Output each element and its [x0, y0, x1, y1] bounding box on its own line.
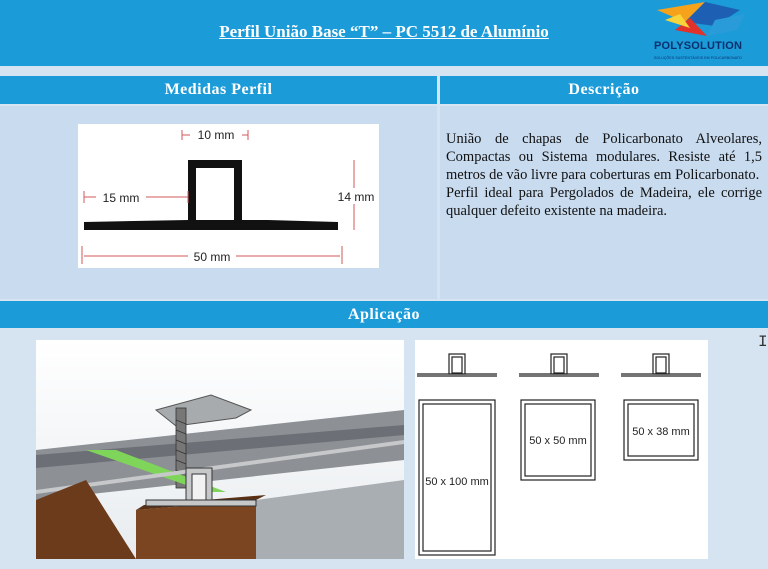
dim-height: 14 mm [337, 190, 375, 204]
measures-header: Medidas Perfil [0, 76, 437, 104]
page-title: Perfil União Base “T” – PC 5512 de Alumínio [219, 22, 549, 41]
beam-sections-drawing [415, 340, 708, 559]
dim-flange: 15 mm [102, 191, 140, 205]
logo-mark-icon [645, 0, 760, 40]
logo-tagline: SOLUÇÕES SUSTENTÁVEIS EM POLICARBONATO [654, 56, 742, 60]
application-header: Aplicação [0, 301, 768, 328]
profile-drawing [78, 124, 379, 268]
pergola-render-image [36, 340, 404, 559]
description-header: Descrição [440, 76, 768, 104]
description-paragraph-1: União de chapas de Policarbonato Alveolares, Compactas ou Sistema modulares. Resiste até 1,5 metros de vão livre para coberturas em Policarbonato. [446, 131, 762, 183]
application-render [36, 340, 404, 559]
dim-total: 50 mm [193, 250, 231, 264]
description-text [446, 130, 762, 220]
beam-label-3: 50 x 38 mm [632, 426, 690, 438]
polysolution-logo [645, 0, 760, 64]
beam-label-2: 50 x 50 mm [529, 435, 587, 447]
beam-label-1: 50 x 100 mm [425, 476, 489, 488]
t-profile-diagram [78, 124, 379, 268]
logo-text: POLYSOLUTION [654, 40, 743, 52]
text-cursor-icon: I [758, 333, 768, 351]
beam-sections-diagram [415, 340, 708, 559]
description-paragraph-2: Perfil ideal para Pergolados de Madeira, ele corrige qualquer defeito existente na madeira. [446, 185, 762, 219]
dim-top-width: 10 mm [197, 128, 235, 142]
